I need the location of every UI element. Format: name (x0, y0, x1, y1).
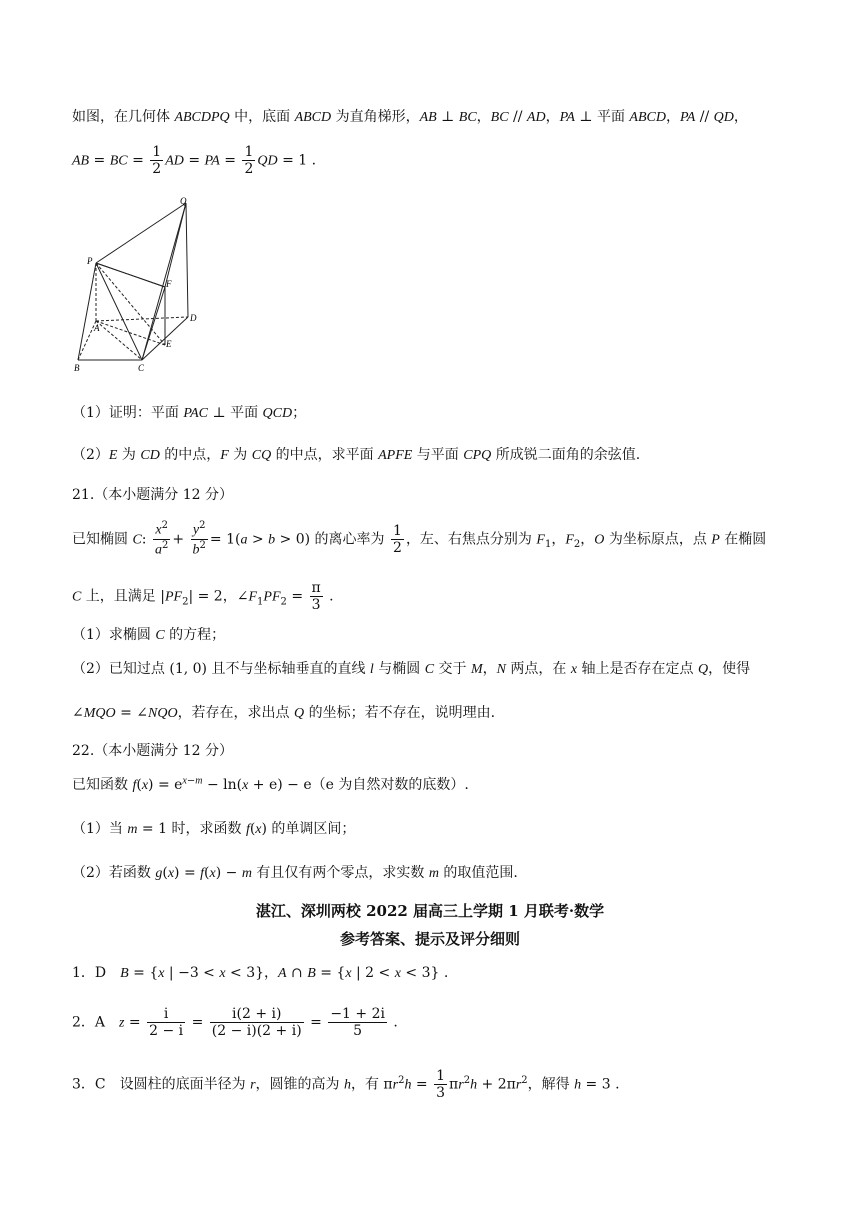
answers-title: 湛江、深圳两校 2022 届高三上学期 1 月联考·数学 (255, 902, 605, 920)
problem21-part1: （1）求椭圆 C 的方程； (72, 627, 226, 643)
geometry-figure (70, 195, 210, 375)
label-E: E (166, 339, 172, 349)
label-F: F (166, 279, 172, 289)
label-P: P (87, 256, 93, 266)
problem20-equation: AB = BC = $\frac{1}{2}$ AD = PA = $\frac{1}{2}$ QD = 1 . (72, 144, 317, 178)
answer-2: 2．A z = $\frac{i}{2 - i}$ = $\frac{i(2 + i)}{(2 - i)(2 + i)}$ = $\frac{-1 + 2i}{5}$ . (72, 1006, 398, 1040)
problem22-part2: （2）若函数 g(x) = f(x) − m 有且仅有两个零点，求实数 m 的取值范围. (72, 865, 518, 881)
problem22-part1: （1）当 m = 1 时，求函数 f(x) 的单调区间； (72, 821, 356, 837)
problem22-line1: 已知函数 $f(x) = e^{x-m} - \ln(x + e) - e(e$ 为自然对数的底数）. (72, 775, 469, 793)
problem21-part2-line2: ∠MQO = ∠NQO，若存在，求出点 Q 的坐标；若不存在，说明理由. (72, 705, 496, 721)
problem22-header: 22.（本小题满分 12 分） (72, 743, 233, 759)
problem21-line1: 已知椭圆 C: $\frac{x^2}{a^2}$ + $\frac{y^2}{b^2}$ = 1(a > b > 0) 的离心率为 $\frac{1}{2}$ ，左、右焦点分别为 $F_1$，$F_2$，O 为坐标原点，点 P 在椭圆 (72, 520, 767, 558)
answers-subtitle: 参考答案、提示及评分细则 (339, 930, 520, 948)
problem21-part2-line1: （2）已知过点 (1, 0) 且不与坐标轴垂直的直线 l 与椭圆 C 交于 M，N 两点，在 x 轴上是否存在定点 Q，使得 (72, 661, 751, 677)
label-Q: Q (180, 196, 187, 206)
label-B: B (74, 363, 80, 373)
label-A: A (94, 323, 100, 333)
label-C: C (138, 363, 145, 373)
problem21-line2: C 上，且满足 $|PF_2| = 2$，$\angle F_1PF_2$ = $\frac{\pi}{3}$ . (72, 580, 334, 614)
label-D: D (190, 313, 197, 323)
answer-1: 1．D B = {x | −3 < x < 3}，A ∩ B = {x | 2 < x < 3} . (72, 965, 449, 981)
problem20-part1: （1）证明：平面 PAC ⊥ 平面 QCD； (72, 405, 307, 421)
problem21-header: 21.（本小题满分 12 分） (72, 487, 233, 503)
answer-3: 3．C 设圆柱的底面半径为 r，圆锥的高为 h，有 $\pi r^2h$ = $\frac{1}{3}$ $\pi r^2h + 2\pi r^2$，解得 h = 3 . (72, 1068, 620, 1102)
problem20-intro: 如图，在几何体 ABCDPQ 中，底面 ABCD 为直角梯形，AB ⊥ BC，BC // AD，PA ⊥ 平面 ABCD，PA // QD， (72, 109, 748, 125)
problem20-part2: （2）E 为 CD 的中点，F 为 CQ 的中点，求平面 APFE 与平面 CPQ 所成锐二面角的余弦值. (72, 447, 641, 463)
